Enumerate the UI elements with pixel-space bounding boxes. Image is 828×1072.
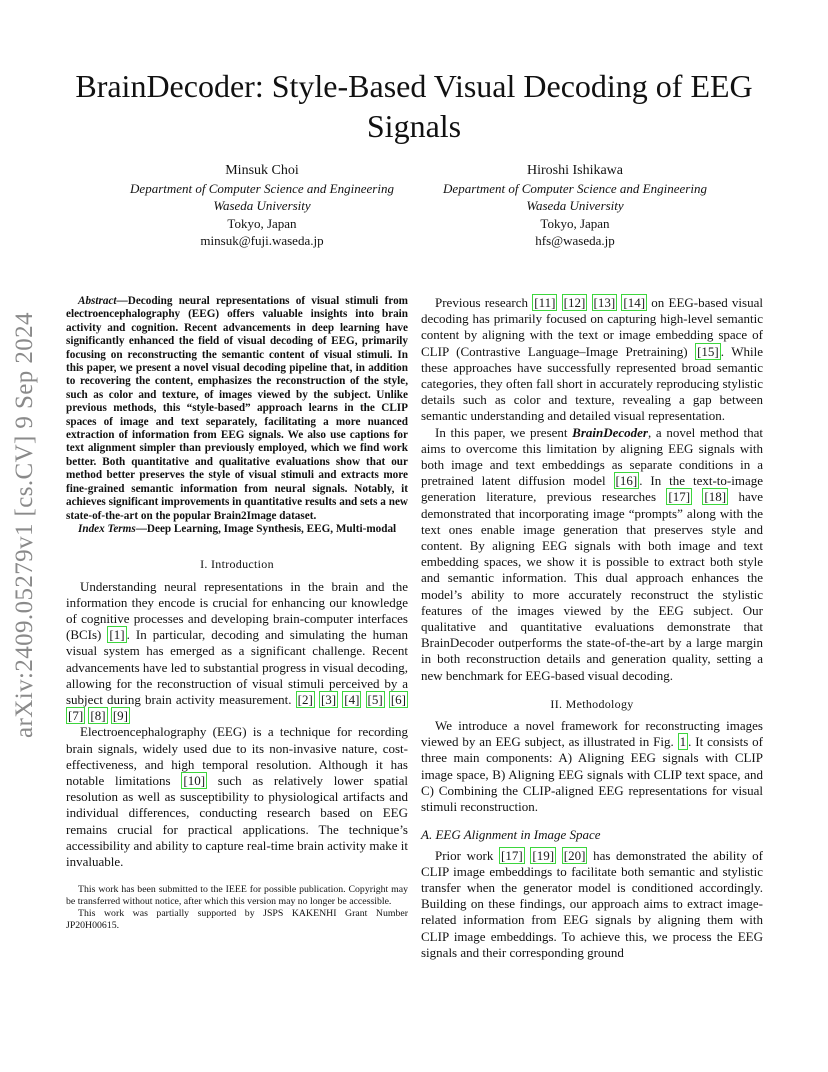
abstract <box>66 295 408 523</box>
author-email[interactable]: hfs@waseda.jp <box>535 233 615 248</box>
index-terms-lead: Index Terms <box>78 522 136 535</box>
text-run: has demonstrated the ability of CLIP image embeddings to facilitate both semantic and stylistic transfer when the generator model is conditioned accordingly. Building on these findings, our approach aims to extract image-related information from EEG signals by aligning them with CLIP image embeddings. To achieve this, we process the EEG signals and their corresponding ground <box>421 847 764 960</box>
arxiv-sidebar <box>10 290 40 760</box>
citation-link[interactable]: [17] <box>668 489 691 505</box>
author-dept: Department of Computer Science and Engineering <box>130 180 394 196</box>
author-block-1 <box>97 162 427 250</box>
citation-link[interactable]: [8] <box>90 708 106 724</box>
citation-link[interactable]: [13] <box>593 295 616 310</box>
citation-link[interactable]: [10] <box>183 772 206 788</box>
text-run: . It consists of three main components: A) Aligning EEG signals with CLIP image space, B) Aligning EEG signals with CLIP text space, and C) Combining the CLIP-aligned EEG representations for visual stimuli reconstruction. <box>421 734 763 815</box>
footnote-1: This work has been submitted to the IEEE for possible publication. Copyright may be transferred without notice, after which this version may no longer be accessible. <box>66 884 408 908</box>
citation-link[interactable]: [19] <box>532 847 555 863</box>
author-name: Hiroshi Ishikawa <box>526 163 624 178</box>
citation-link[interactable]: [14] <box>623 295 646 310</box>
citation-link[interactable]: [15] <box>697 343 719 359</box>
text-run: have demonstrated that incorporating image “prompts” along with the text ones enable image generation that preserves style and content. By aligning EEG signals with both image and text embedding spaces, we show it is possible to extract both style and semantic information. This dual approach enhances the model’s ability to more accurately reconstruct the stylistic features of the images viewed by the EEG subject. Our qualitative and quantitative evaluations demonstrate that BrainDecoder outperforms the state-of-the-art by a large margin in both reconstruction details and generation quality, setting a new benchmark for EEG-based visual decoding. <box>421 489 763 683</box>
right-column <box>421 295 763 961</box>
author-email[interactable]: minsuk@fuji.waseda.jp <box>200 233 324 248</box>
index-terms-text: —Deep Learning, Image Synthesis, EEG, Multi-modal <box>135 522 397 535</box>
method-paragraph-1 <box>421 718 763 815</box>
text-run: . While these approaches have successfully represented broad semantic categories, they often fall short in accurately reproducing stylistic details such as color and texture, revealing a gap between semantic understanding and detailed visual representation. <box>421 343 763 424</box>
index-terms <box>66 523 408 536</box>
author-name: Minsuk Choi <box>225 163 299 178</box>
text-run: on EEG-based visual decoding has primarily focused on capturing high-level semantic content by aligning with the text or image embedding space of CLIP (Contrastive Language–Image Pretraining) <box>421 295 763 359</box>
text-run: Understanding neural representations in the brain and the information they encode is crucial for enhancing our knowledge of cognitive processes and developing brain-computer interfaces (BCIs) <box>66 578 408 643</box>
text-run: , a novel method that aims to overcome this limitation by aligning EEG signals with both image and text embeddings as separate conditions in a pretrained latent diffusion model <box>421 424 763 489</box>
section-heading-introduction: I. Introduction <box>200 557 274 572</box>
text-run: Previous research <box>435 295 533 310</box>
author-place: Tokyo, Japan <box>540 215 610 231</box>
text-run: . In particular, decoding and simulating the human visual system has emerged as a significant challenge. Recent advancements have led to substantial progress in visual decoding, allowing for the reconstruction of visual stimuli perceived by a subject during brain activity measurement. <box>66 627 408 707</box>
citation-link[interactable]: [20] <box>563 847 586 863</box>
arxiv-identifier[interactable]: arXiv:2409.05279v1 [cs.CV] 9 Sep 2024 <box>11 312 38 738</box>
abstract-text: —Decoding neural representations of visual stimuli from electroencephalography (EEG) offers valuable insights into brain activity and cognition. Recent advancements in deep learning have significantly enhanced the field of visual decoding of EEG, primarily focusing on reconstructing the semantic content of visual stimuli. In this paper, we present a novel visual decoding pipeline that, in addition to recovering the content, emphasizes the reconstruction of the style, such as color and texture, of images viewed by the subject. Unlike previous methods, this “style-based” approach learns in the CLIP spaces of image and text separately, facilitating a more nuanced extraction of information from EEG signals. We also use captions for text alignment simpler than previously employed, which we find work better. Both quantitative and qualitative evaluations show that our method better preserves the style of visual stimuli and extracts more fine-grained semantic information from neural signals. Notably, it achieves significant improvements in quantitative results and sets a new state-of-the-art on the popular Brain2Image dataset. <box>66 295 408 522</box>
text-run: Prior work <box>435 847 500 863</box>
author-place: Tokyo, Japan <box>227 215 297 231</box>
right-paragraph-2 <box>421 425 763 684</box>
citation-link[interactable]: [7] <box>68 708 84 724</box>
abstract-lead: Abstract <box>78 295 117 307</box>
citation-link[interactable]: [1] <box>109 627 125 643</box>
right-paragraph-1 <box>421 295 763 425</box>
method-paragraph-2 <box>421 848 763 961</box>
author-dept: Department of Computer Science and Engineering <box>443 180 707 196</box>
citation-link[interactable]: [12] <box>563 295 586 310</box>
author-univ: Waseda University <box>526 198 624 213</box>
citation-link[interactable]: [11] <box>534 295 556 310</box>
citation-link[interactable]: [5] <box>367 691 383 707</box>
subsection-heading-a: A. EEG Alignment in Image Space <box>421 827 601 843</box>
method-name: BrainDecoder <box>572 424 648 440</box>
text-run: . In the text-to-image generation literature, previous researches <box>421 473 763 505</box>
citation-link[interactable]: [9] <box>112 708 129 724</box>
citation-link[interactable]: [6] <box>390 691 406 707</box>
citation-link[interactable]: [18] <box>704 489 727 505</box>
paper-title: BrainDecoder: Style-Based Visual Decoding of EEG Signals <box>75 68 753 144</box>
citation-link[interactable]: [17] <box>501 847 523 863</box>
author-block-2 <box>410 162 740 250</box>
left-column <box>66 295 408 932</box>
citation-link[interactable]: [4] <box>344 691 360 707</box>
section-heading-methodology: II. Methodology <box>550 696 634 711</box>
citation-link[interactable]: [3] <box>320 691 337 707</box>
author-univ: Waseda University <box>213 198 311 213</box>
citation-link[interactable]: [2] <box>297 691 313 707</box>
figure-link[interactable]: 1 <box>679 734 687 750</box>
intro-paragraph-2 <box>66 724 408 870</box>
text-run: such as relatively lower spatial resolution as well as susceptibility to physiological artifacts and individual differences, conducting research based on EEG remains crucial for practical applications. The technique’s accessibility and ability to capture real-time brain activity make it invaluable. <box>66 772 408 869</box>
text-run: We introduce a novel framework for reconstructing images viewed by an EEG subject, as illustrated in Fig. <box>421 718 763 750</box>
footnote-2: This work was partially supported by JSPS KAKENHI Grant Number JP20H00615. <box>66 908 408 932</box>
text-run: Electroencephalography (EEG) is a technique for recording brain signals, widely used due to its non-invasive nature, cost-effectiveness, and high temporal resolution. Although it has notable limitations <box>66 724 408 788</box>
intro-paragraph-1 <box>66 579 408 725</box>
text-run: In this paper, we present <box>435 424 573 440</box>
citation-link[interactable]: [16] <box>615 473 638 489</box>
